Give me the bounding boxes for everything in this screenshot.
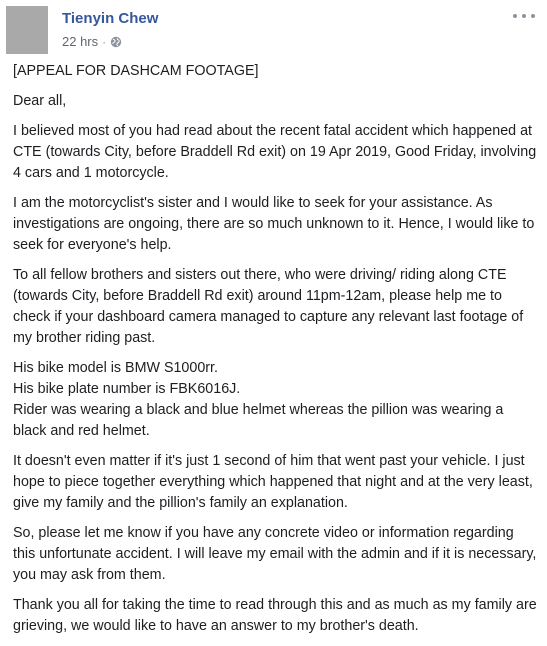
meta-separator: ·: [102, 34, 107, 49]
post-paragraph: I believed most of you had read about the recent fatal accident which happened at CTE (towards City, before Braddell Rd exit) on 19 Apr 2019, Good Friday, involving 4 cars and 1 motorcycle.: [13, 123, 537, 181]
more-dot: [531, 14, 535, 18]
post-paragraph: His bike model is BMW S1000rr. His bike plate number is FBK6016J. Rider was wearing a black and blue helmet whereas the pillion was wearing a black and red helmet.: [13, 360, 504, 439]
post-timestamp[interactable]: 22 hrs: [62, 34, 99, 49]
more-options-icon[interactable]: [513, 8, 535, 24]
author-name[interactable]: Tienyin Chew: [62, 10, 159, 27]
post-body: [13, 61, 538, 646]
post-header: [0, 0, 547, 60]
post-paragraph: I am the motorcyclist's sister and I would like to seek for your assistance. As investigations are ongoing, there are so much unknown to it. Hence, I would like to seek for everyone's help.: [13, 195, 535, 253]
post-paragraph: To all fellow brothers and sisters out there, who were driving/ riding along CTE (towards City, before Braddell Rd exit) around 11pm-12am, please help me to check if your dashboard camera managed to capture any relevant last footage of my brother riding past.: [13, 267, 524, 346]
post-paragraph: It doesn't even matter if it's just 1 second of him that went past your vehicle. I just hope to piece together everything which happened that night and at the very least, give my family and the pillion's family an explanation.: [13, 453, 533, 511]
avatar[interactable]: [6, 6, 48, 54]
post-meta: [62, 34, 122, 49]
more-dot: [522, 14, 526, 18]
post-paragraph: So, please let me know if you have any concrete video or information regarding this unfortunate accident. I will leave my email with the admin and if it is necessary, you may ask from them.: [13, 525, 537, 583]
post-paragraph: [APPEAL FOR DASHCAM FOOTAGE]: [13, 63, 259, 79]
more-dot: [513, 14, 517, 18]
globe-icon[interactable]: [110, 36, 122, 48]
post-paragraph: Thank you all for taking the time to read through this and as much as my family are grieving, we would like to have an answer to my brother's death.: [13, 597, 537, 634]
post-paragraph: Dear all,: [13, 93, 67, 109]
